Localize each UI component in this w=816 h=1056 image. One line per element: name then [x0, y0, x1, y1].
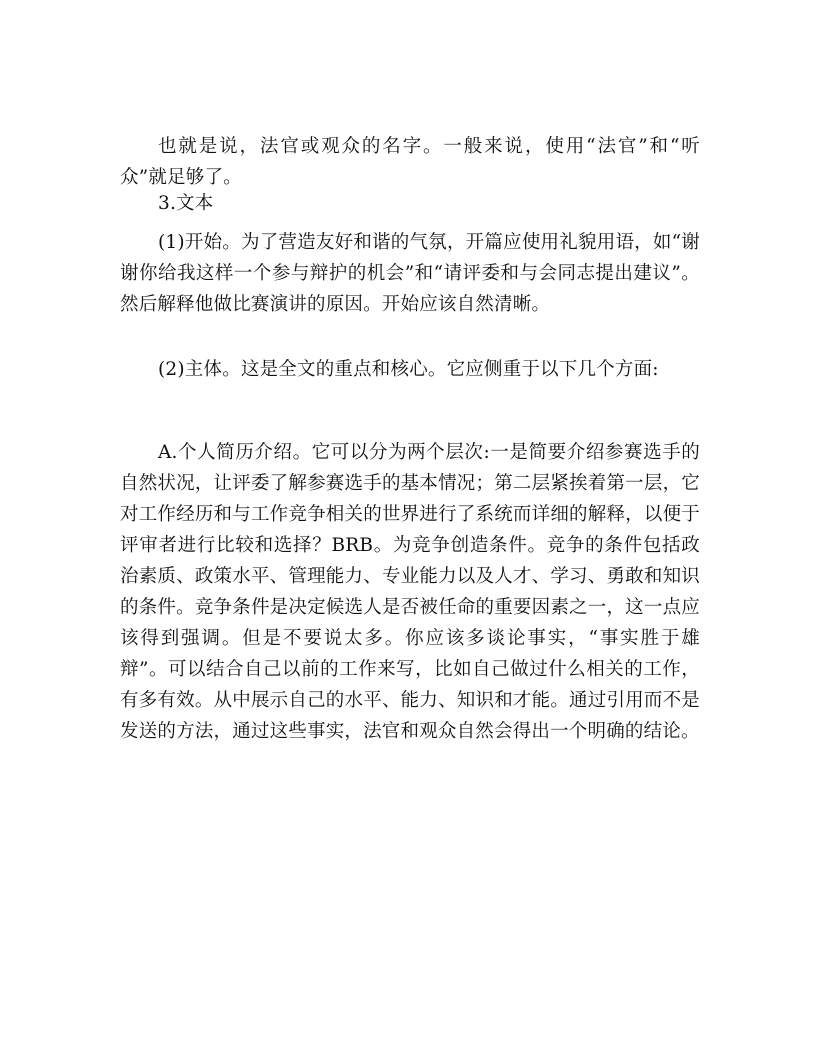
paragraph-names — [120, 131, 700, 193]
paragraph-opening — [120, 227, 700, 320]
paragraph-text: (1)开始。为了营造友好和谐的气氛，开篇应使用礼貌用语，如“谢谢你给我这样一个参与辩护的机会”和“请评委和与会同志提出建议”。然后解释他做比赛演讲的原因。开始应该自然清晰。 — [120, 232, 700, 315]
paragraph-text: (2)主体。这是全文的重点和核心。它应侧重于以下几个方面: — [158, 359, 659, 380]
section-heading-text — [120, 188, 700, 219]
paragraph-text: A.个人简历介绍。它可以分为两个层次:一是简要介绍参赛选手的自然状况，让评委了解参赛选手的基本情况；第二层紧挨着第一层，它对工作经历和与工作竞争相关的世界进行了系统而详细的解释，以便于评审者进行比较和选择？BRB。为竞争创造条件。竞争的条件包括政治素质、政策水平、管理能力、专业能力以及人才、学习、勇敢和知识的条件。竞争条件是决定候选人是否被任命的重要因素之一，这一点应该得到强调。但是不要说太多。你应该多谈论事实，“事实胜于雄辩”。可以结合自己以前的工作来写，比如自己做过什么相关的工作，有多有效。从中展示自己的水平、能力、知识和才能。通过引用而不是发送的方法，通过这些事实，法官和观众自然会得出一个明确的结论。 — [120, 442, 700, 742]
paragraph-body-intro — [120, 354, 700, 385]
paragraph-resume — [120, 437, 700, 747]
paragraph-text: 也就是说，法官或观众的名字。一般来说，使用“法官”和“听众”就足够了。 — [120, 136, 700, 188]
heading-text: 3.文本 — [158, 193, 214, 214]
